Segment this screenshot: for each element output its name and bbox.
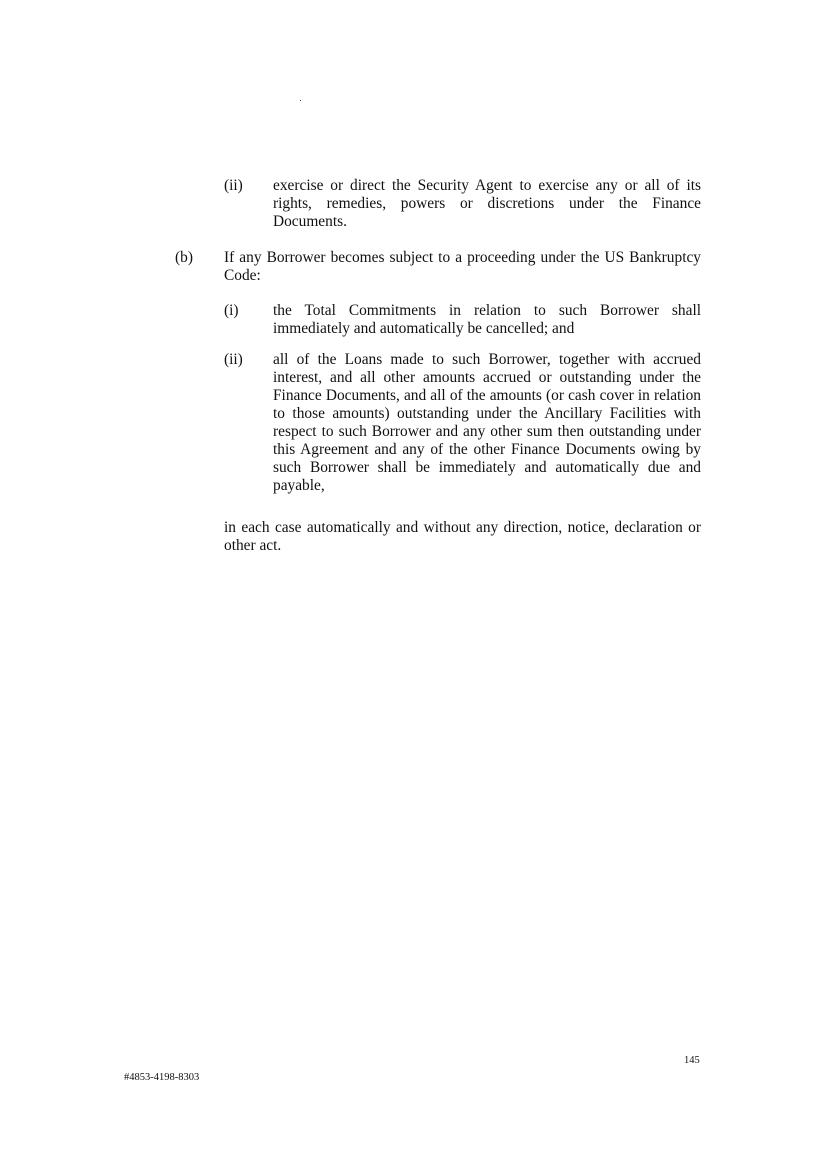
page-number: 145 (684, 1055, 700, 1066)
document-reference: #4853-4198-8303 (124, 1072, 200, 1083)
clause-b-i-text: the Total Commitments in relation to such Borrower shall immediately and automatically be cancelled; and (273, 302, 701, 337)
scan-speck (300, 100, 301, 101)
clause-b-ii-text: all of the Loans made to such Borrower, together with accrued interest, and all other amounts accrued or outstanding under the Finance Documents, and all of the amounts (or cash cover in relation to those amounts) outstanding under the Ancillary Facilities with respect to such Borrower and any other sum then outstanding under this Agreement and any of the other Finance Documents owing by such Borrower shall be immediately and automatically due and payable, (273, 351, 701, 494)
clause-b-i-marker: (i) (224, 302, 239, 319)
clause-b-marker: (b) (175, 249, 193, 266)
clause-b-ii-marker: (ii) (224, 351, 243, 368)
clause-a-ii-text: exercise or direct the Security Agent to exercise any or all of its rights, remedies, powers or discretions under the Finance Documents. (273, 177, 701, 230)
clause-a-ii-marker: (ii) (224, 177, 243, 194)
clause-b-closing-text: in each case automatically and without any direction, notice, declaration or other act. (224, 519, 701, 554)
clause-b-text: If any Borrower becomes subject to a proceeding under the US Bankruptcy Code: (224, 249, 701, 284)
